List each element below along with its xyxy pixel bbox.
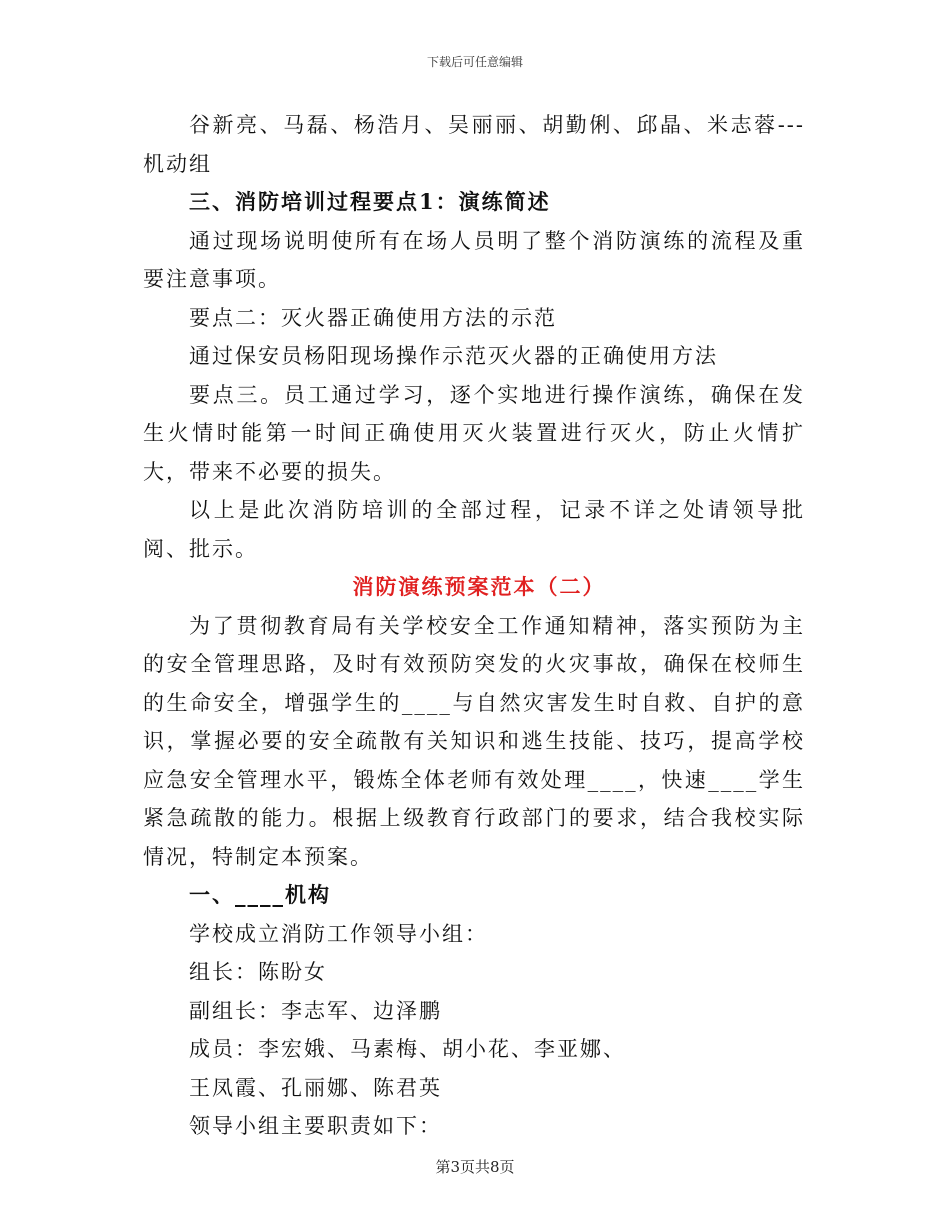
- page-header: 下载后可任意编辑: [426, 55, 523, 69]
- paragraph-members-1: 成员：李宏娥、马素梅、胡小花、李亚娜、: [189, 1037, 626, 1061]
- document-section-title: 消防演练预案范本（二）: [352, 574, 606, 599]
- paragraph-mobile-group: 谷新亮、马磊、杨浩月、吴丽丽、胡勤俐、邱晶、米志蓉---机动组: [143, 113, 805, 176]
- paragraph-group-leader: 组长：陈盼女: [189, 960, 327, 984]
- paragraph-responsibilities: 领导小组主要职责如下：: [189, 1114, 442, 1138]
- paragraph-members-2: 王凤霞、孔丽娜、陈君英: [189, 1075, 442, 1100]
- section-heading-training-points: 三、消防培训过程要点1：演练简述: [189, 189, 551, 214]
- paragraph-leadership-group: 学校成立消防工作领导小组：: [189, 921, 488, 946]
- paragraph-deputy-leaders: 副组长：李志军、边泽鹏: [189, 998, 442, 1023]
- paragraph-conclusion: 以上是此次消防培训的全部过程，记录不详之处请领导批阅、批示。: [143, 498, 805, 561]
- paragraph-plan-intro: 为了贯彻教育局有关学校安全工作通知精神，落实预防为主的安全管理思路，及时有效预防突发的火灾事故，确保在校师生的生命安全，增强学生的____与自然灾害发生时自救、自护的意识，掌握必要的安全疏散有关知识和逃生技能、技巧，提高学校应急安全管理水平，锻炼全体老师有效处理____，快速____学生紧急疏散的能力。根据上级教育行政部门的要求，结合我校实际情况，特制定本预案。: [143, 613, 805, 869]
- paragraph-drill-summary: 通过现场说明使所有在场人员明了整个消防演练的流程及重要注意事项。: [143, 228, 805, 291]
- paragraph-point-two: 要点二：灭火器正确使用方法的示范: [189, 305, 557, 330]
- document-body: [143, 106, 805, 1146]
- page-footer: 第3页共8页: [435, 1158, 515, 1176]
- paragraph-extinguisher-demo: 通过保安员杨阳现场操作示范灭火器的正确使用方法: [189, 344, 718, 368]
- paragraph-point-three: 要点三。员工通过学习，逐个实地进行操作演练，确保在发生火情时能第一时间正确使用灭火装置进行灭火，防止火情扩大，带来不必要的损失。: [143, 382, 805, 484]
- section-heading-organization: 一、____机构: [189, 882, 331, 907]
